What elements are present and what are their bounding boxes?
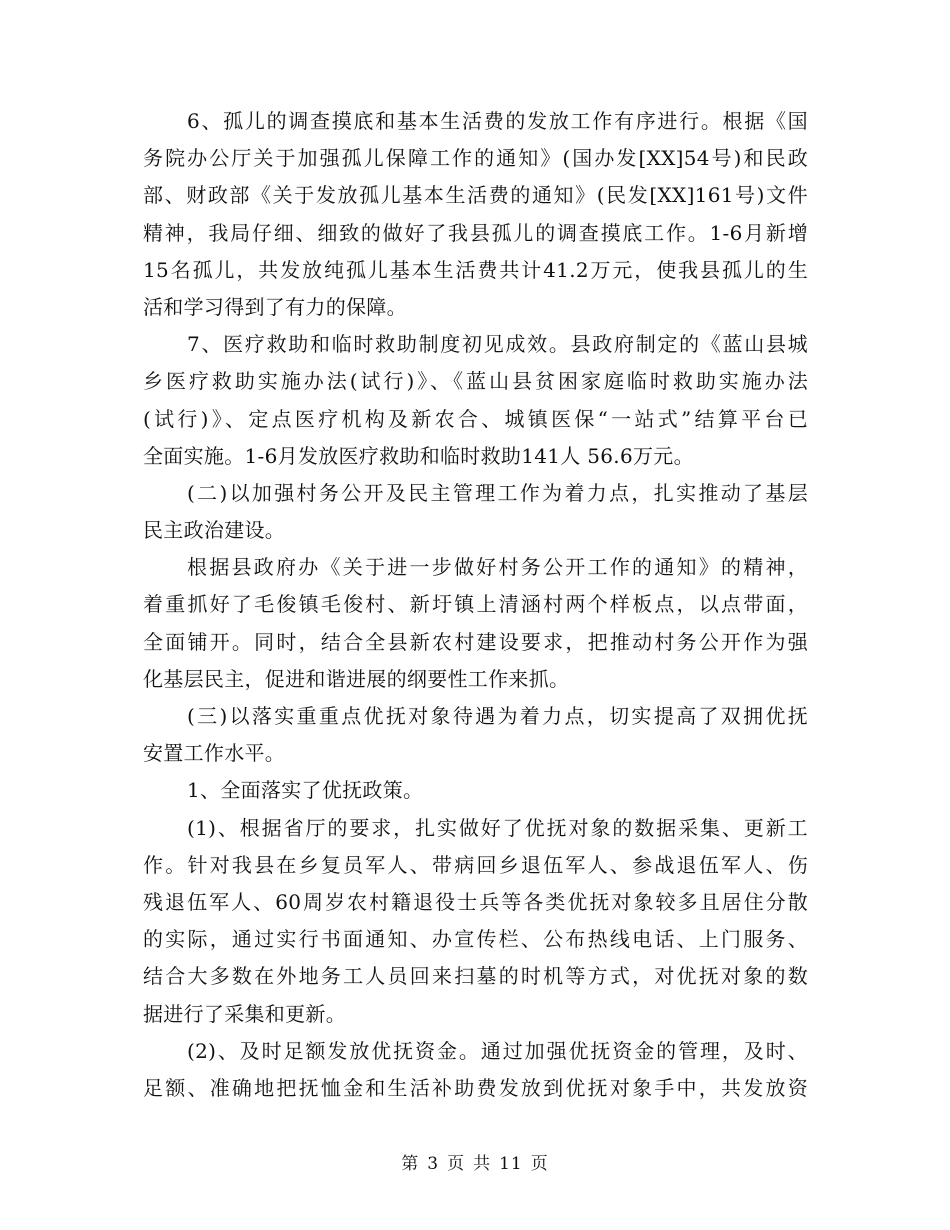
text-line: 全面铺开。同时，结合全县新农村建设要求，把推动村务公开作为强 bbox=[143, 629, 808, 654]
footer-label-ye: 页 bbox=[530, 1154, 549, 1174]
footer-label-page: 第 bbox=[401, 1154, 420, 1174]
footer-label-ye: 页 bbox=[447, 1154, 466, 1174]
total-pages-number: 11 bbox=[499, 1154, 523, 1174]
text-line: 残退伍军人、60周岁农村籍退役士兵等各类优抚对象较多且居住分散 bbox=[143, 889, 808, 914]
text-line: 作。针对我县在乡复员军人、带病回乡退伍军人、参战退伍军人、伤 bbox=[143, 852, 808, 877]
text-line: 足额、准确地把抚恤金和生活补助费发放到优抚对象手中，共发放资 bbox=[143, 1075, 808, 1100]
text-line: 务院办公厅关于加强孤儿保障工作的通知》(国办发[XX]54号)和民政 bbox=[143, 146, 808, 171]
current-page-number: 3 bbox=[427, 1154, 440, 1174]
text-line: 精神，我局仔细、细致的做好了我县孤儿的调查摸底工作。1-6月新增 bbox=[143, 220, 808, 245]
section-heading-line: 民主政治建设。 bbox=[143, 518, 286, 543]
text-line: 活和学习得到了有力的保障。 bbox=[143, 294, 407, 319]
page-footer bbox=[0, 1152, 950, 1176]
section-heading-line: 安置工作水平。 bbox=[143, 741, 286, 766]
text-line: 6、孤儿的调查摸底和基本生活费的发放工作有序进行。根据《国 bbox=[187, 109, 808, 133]
text-line: 15名孤儿，共发放纯孤儿基本生活费共计41.2万元，使我县孤儿的生 bbox=[143, 257, 808, 282]
text-line: (1)、根据省厅的要求，扎实做好了优抚对象的数据采集、更新工 bbox=[187, 815, 808, 840]
section-heading-line: (二)以加强村务公开及民主管理工作为着力点，扎实推动了基层 bbox=[187, 480, 808, 505]
footer-label-total: 共 bbox=[473, 1154, 492, 1174]
text-line: 化基层民主，促进和谐进展的纲要性工作来抓。 bbox=[143, 666, 570, 691]
text-line: 7、医疗救助和临时救助制度初见成效。县政府制定的《蓝山县城 bbox=[187, 332, 808, 357]
text-line: (试行)》、定点医疗机构及新农合、城镇医保“一站式”结算平台已 bbox=[143, 406, 808, 431]
text-line: 结合大多数在外地务工人员回来扫墓的时机等方式，对优抚对象的数 bbox=[143, 964, 808, 989]
text-line: 乡医疗救助实施办法(试行)》、《蓝山县贫困家庭临时救助实施办法 bbox=[143, 369, 808, 394]
text-line: 全面实施。1-6月发放医疗救助和临时救助141人 56.6万元。 bbox=[143, 443, 694, 468]
text-line: 根据县政府办《关于进一步做好村务公开工作的通知》的精神， bbox=[187, 555, 808, 580]
subheading-line: 1、全面落实了优抚政策。 bbox=[187, 778, 424, 803]
text-line: 据进行了采集和更新。 bbox=[143, 1001, 346, 1026]
text-line: 的实际，通过实行书面通知、办宣传栏、公布热线电话、上门服务、 bbox=[143, 927, 808, 952]
text-line: 部、财政部《关于发放孤儿基本生活费的通知》(民发[XX]161号)文件 bbox=[143, 183, 808, 208]
text-line: 着重抓好了毛俊镇毛俊村、新圩镇上清涵村两个样板点，以点带面， bbox=[143, 592, 808, 617]
section-heading-line: (三)以落实重重点优抚对象待遇为着力点，切实提高了双拥优抚 bbox=[187, 704, 808, 728]
document-body bbox=[143, 103, 808, 1107]
text-line: (2)、及时足额发放优抚资金。通过加强优抚资金的管理，及时、 bbox=[187, 1038, 808, 1063]
